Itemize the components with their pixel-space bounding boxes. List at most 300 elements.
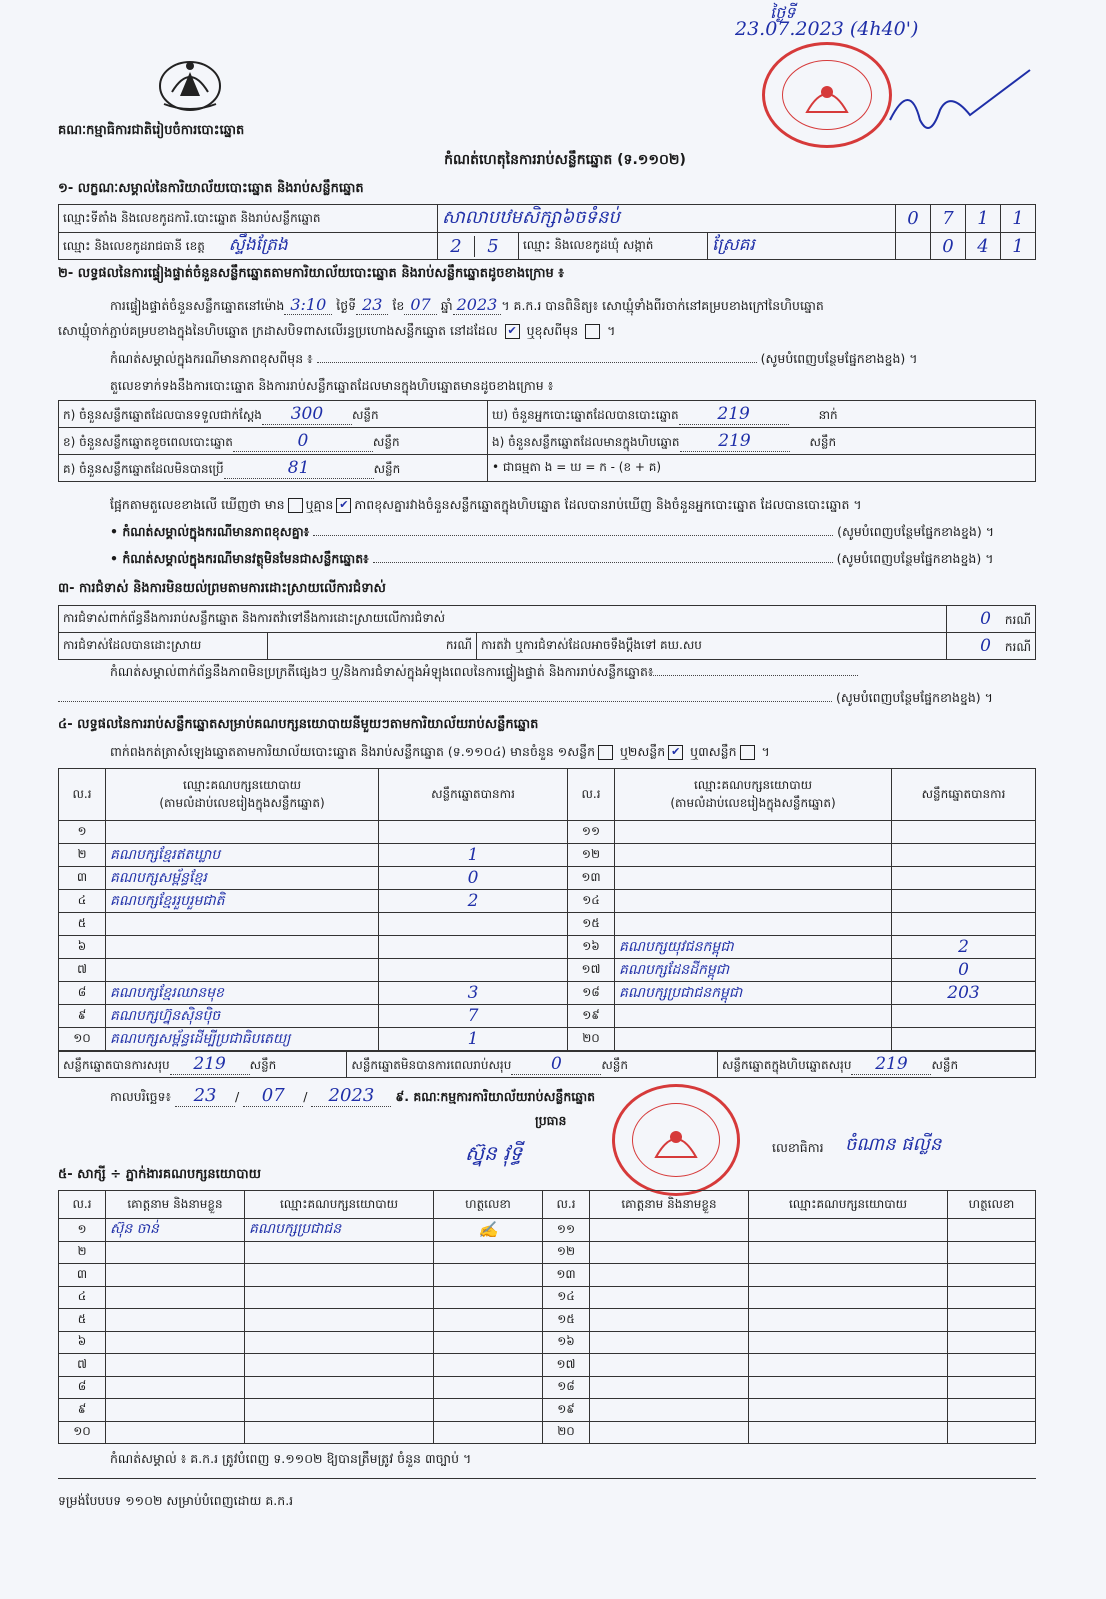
row-party-right: គណបក្សយុវជនកម្ពុជា <box>615 936 892 959</box>
witness-party-right <box>749 1264 948 1287</box>
nec-emblem-icon <box>150 52 230 114</box>
witness-sign-left <box>434 1376 543 1399</box>
row-no-left: ៤ <box>59 890 106 913</box>
witness-party-left <box>245 1264 434 1287</box>
witness-row <box>59 1309 1036 1332</box>
witness-col-sign-right: ហត្ថលេខា <box>948 1191 1036 1219</box>
figure-a-label: ក) ចំនួនសន្លឹកឆ្នោតដែលបានទទួលជាក់ស្តែង <box>63 407 262 422</box>
figure-c-label: គ) ចំនួនសន្លឹកឆ្នោតដែលមិនបានប្រើ <box>63 461 224 476</box>
section3-note-dots <box>653 675 858 676</box>
section2-line2: សោឃ្មុំចាក់ភ្ជាប់គម្របខាងក្នុងនៃហិបឆ្នោត ក្រដាសបិទពាសលើរន្ធប្រហោងសន្លឹកឆ្នោត នៅដដែល ✔ ឬខុសពីមុន ។ <box>58 323 616 338</box>
col-party-left-title: ឈ្មោះគណបក្សនយោបាយ <box>182 777 302 792</box>
witness-sign-right <box>948 1286 1036 1309</box>
witness-col-party-left: ឈ្មោះគណបក្សនយោបាយ <box>245 1191 434 1219</box>
objection-row1 <box>59 606 947 633</box>
commune-code-3: 1 <box>1001 233 1036 260</box>
location-code-2: 7 <box>931 205 966 233</box>
line2-text: សោឃ្មុំចាក់ភ្ជាប់គម្របខាងក្នុងនៃហិបឆ្នោត ក្រដាសបិទពាសលើរន្ធប្រហោងសន្លឹកឆ្នោត នៅដដែល <box>58 323 498 338</box>
witness-name-left: ស៊ុន ចាន់ <box>106 1219 245 1242</box>
figure-b-label: ខ) ចំនួនសន្លឹកឆ្នោតខូចពេលបោះឆ្នោត <box>63 434 233 449</box>
col-party-right-sub: (តាមលំដាប់លេខរៀងក្នុងសន្លឹកឆ្នោត) <box>670 795 836 810</box>
table-row <box>59 867 1036 890</box>
objection-appeal-count <box>947 633 1036 660</box>
witness-party-left <box>245 1376 434 1399</box>
witness-no-right: ១៤ <box>543 1286 590 1309</box>
row-party-left: គណបក្សខ្មែររួបរួមជាតិ <box>106 890 379 913</box>
row-votes-left: 2 <box>379 890 568 913</box>
witness-sign-right <box>948 1264 1036 1287</box>
witness-no-left: ៥ <box>59 1309 106 1332</box>
bullet1-fill: (សូមបំពេញបន្ថែមផ្នែកខាងខ្នង) ។ <box>837 524 994 539</box>
witness-name-left <box>106 1376 245 1399</box>
total-invalid <box>347 1052 718 1078</box>
row-no-left: ៨ <box>59 982 106 1005</box>
commune-label: ឈ្មោះ និងលេខកូដឃុំ សង្កាត់ <box>519 233 708 260</box>
witness-party-left <box>245 1241 434 1264</box>
committee-name: គណៈកម្មាធិការជាតិរៀបចំការបោះឆ្នោត <box>58 123 245 138</box>
table-row <box>59 890 1036 913</box>
handwritten-top-line2: 23.07.2023 (4h40') <box>735 18 919 40</box>
row-votes-right <box>892 844 1036 867</box>
figure-b-unit: សន្លឹក <box>372 434 400 449</box>
witness-sign-left <box>434 1286 543 1309</box>
col-party-right-title: ឈ្មោះគណបក្សនយោបាយ <box>693 777 813 792</box>
figure-d-label: ឃ) ចំនួនអ្នកបោះឆ្នោតដែលបានបោះឆ្នោត <box>492 407 679 422</box>
row-no-left: ៩ <box>59 1005 106 1028</box>
commune-value: ស្រែគរ <box>708 233 896 260</box>
witness-party-left <box>245 1421 434 1444</box>
figure-d-value: 219 <box>679 404 789 425</box>
witness-name-left <box>106 1331 245 1354</box>
section2-line4: តួលេខទាក់ទងនឹងការបោះឆ្នោត និងការរាប់សន្លឹកឆ្នោតដែលមានក្នុងហិបឆ្នោតមានដូចខាងក្រោម ៖ <box>110 378 554 393</box>
witness-no-left: ២ <box>59 1241 106 1264</box>
count-month: 07 <box>404 295 436 315</box>
location-value: សាលាបឋមសិក្សា៦ចទំនប់ <box>438 205 896 233</box>
row-party-right <box>615 913 892 936</box>
three-sheets-checkbox[interactable] <box>740 745 755 760</box>
row-party-left: គណបក្សខ្មែរឥតឃ្លាប <box>106 844 379 867</box>
row-no-right: ១២ <box>568 844 615 867</box>
row-votes-right <box>892 890 1036 913</box>
one-sheet-checkbox[interactable] <box>598 745 613 760</box>
row-votes-right: 203 <box>892 982 1036 1005</box>
figure-a <box>59 401 488 428</box>
row-party-left <box>106 936 379 959</box>
line1-text-e: ។ គ.ក.រ បានពិនិត្យ៖ សោឃ្មុំទាំងពីរចាក់នៅគម្របខាងក្រៅនៃហិបឆ្នោត <box>501 298 824 313</box>
section1-table <box>58 204 1036 260</box>
row-no-right: ១៦ <box>568 936 615 959</box>
witness-col-name-right: គោត្តនាម និងនាមខ្លួន <box>590 1191 749 1219</box>
line3-fill: (សូមបំពេញបន្ថែមផ្នែកខាងខ្នង) ។ <box>760 351 918 366</box>
witness-row <box>59 1354 1036 1377</box>
line5-text-a: ផ្អែកតាមតួលេខខាងលើ ឃើញថា មាន <box>110 497 285 512</box>
row-no-right: ១៨ <box>568 982 615 1005</box>
row-no-right: ១៧ <box>568 959 615 982</box>
col-votes-right: សន្លឹកឆ្នោតបានការ <box>892 769 1036 821</box>
table-row <box>59 982 1036 1005</box>
row-party-right <box>615 844 892 867</box>
party-results-table <box>58 768 1036 1051</box>
col-no-left: ល.រ <box>59 769 106 821</box>
row-party-right: គណបក្សប្រជាជនកម្ពុជា <box>615 982 892 1005</box>
witness-row <box>59 1376 1036 1399</box>
row-votes-left: 0 <box>379 867 568 890</box>
witness-col-sign-left: ហត្ថលេខា <box>434 1191 543 1219</box>
commune-code-1: 0 <box>931 233 966 260</box>
row-votes-left: 1 <box>379 1028 568 1051</box>
witness-name-right <box>590 1286 749 1309</box>
section3-note-dots2 <box>58 701 832 702</box>
figure-a-unit: សន្លឹក <box>351 407 379 422</box>
witness-name-right <box>590 1241 749 1264</box>
witness-no-left: ៦ <box>59 1331 106 1354</box>
row-no-left: ៣ <box>59 867 106 890</box>
figure-c-unit: សន្លឹក <box>373 461 401 476</box>
figure-a-value: 300 <box>262 404 352 425</box>
witness-party-left <box>245 1354 434 1377</box>
witness-sign-right <box>948 1354 1036 1377</box>
section1-heading: ១- លក្ខណៈសម្គាល់នៃការិយាល័យបោះឆ្នោត និងរាប់សន្លឹកឆ្នោត <box>58 181 364 196</box>
witness-no-left: ១ <box>59 1219 106 1242</box>
witness-party-right <box>749 1286 948 1309</box>
total-valid-label: សន្លឹកឆ្នោតបានការសរុប <box>63 1058 170 1072</box>
row-party-left: គណបក្សសម្ព័ន្ធខ្មែរ <box>106 867 379 890</box>
handwritten-top-line1: ថ្ងៃទី <box>770 3 796 22</box>
figure-formula: • ជាធម្មតា ង = ឃ = ក - (ខ + គ) <box>488 455 1036 482</box>
province-codes <box>438 233 519 260</box>
table-row <box>59 1005 1036 1028</box>
witness-no-left: ៤ <box>59 1286 106 1309</box>
witness-party-right <box>749 1219 948 1242</box>
footer-text: ទម្រង់បែបបទ ១១០២ សម្រាប់បំពេញដោយ គ.ក.រ <box>58 1493 294 1508</box>
witness-name-right <box>590 1399 749 1422</box>
section2-line1 <box>110 295 824 317</box>
row-party-right <box>615 1028 892 1051</box>
figure-e-value: 219 <box>680 431 790 452</box>
signature-top-icon <box>880 60 1040 150</box>
intro-text-c: ឬ៣សន្លឹក <box>690 744 737 759</box>
col-no-right: ល.រ <box>568 769 615 821</box>
row-no-left: ១ <box>59 821 106 844</box>
row-party-left <box>106 913 379 936</box>
intro-text-b: ឬ២សន្លឹក <box>620 744 666 759</box>
figure-c-value: 81 <box>224 458 374 479</box>
total-valid-unit: សន្លឹក <box>249 1058 277 1072</box>
witness-row <box>59 1331 1036 1354</box>
has-difference-checkbox[interactable] <box>288 498 303 513</box>
location-code-3: 1 <box>966 205 1001 233</box>
date-day: 23 <box>175 1085 235 1107</box>
no-difference-checkbox[interactable]: ✔ <box>336 498 351 513</box>
line2-text-b: ឬខុសពីមុន <box>526 323 579 338</box>
row-party-right <box>615 821 892 844</box>
objection-appeal-value: 0 <box>980 635 991 656</box>
row-party-left <box>106 821 379 844</box>
objection-row1-case: ករណី <box>1004 612 1031 627</box>
witness-row <box>59 1264 1036 1287</box>
row-votes-left: 1 <box>379 844 568 867</box>
location-label: ឈ្មោះទីតាំង និងលេខកូដការិ.បោះឆ្នោត និងរាប់សន្លឹកឆ្នោត <box>59 205 438 233</box>
row-party-left: គណបក្សខ្មែរឈានមុខ <box>106 982 379 1005</box>
witness-name-left <box>106 1421 245 1444</box>
bullet1-dots <box>313 535 833 536</box>
row-votes-left <box>379 913 568 936</box>
objection-appeal-label: ការតវ៉ា ឬការជំទាស់ដែលអាចទឹងប្ដឹងទៅ គឃ.សប <box>477 633 947 660</box>
seal-changed-checkbox[interactable] <box>585 324 600 339</box>
witness-table <box>58 1190 1036 1444</box>
witness-sign-left: ✍ <box>434 1219 543 1242</box>
witness-party-left <box>245 1399 434 1422</box>
row-votes-left <box>379 821 568 844</box>
row-no-left: ២ <box>59 844 106 867</box>
col-party-left <box>106 769 379 821</box>
section2-line5 <box>110 497 862 516</box>
col-party-left-sub: (តាមលំដាប់លេខរៀងក្នុងសន្លឹកឆ្នោត) <box>159 795 325 810</box>
section2-bullet1 <box>110 524 1036 543</box>
row-no-right: ១៣ <box>568 867 615 890</box>
province-label-text: ឈ្មោះ និងលេខកូដរាជធានី ខេត្ត <box>63 238 205 253</box>
witness-party-right <box>749 1354 948 1377</box>
figure-d <box>488 401 1036 428</box>
witness-no-right: ១៦ <box>543 1331 590 1354</box>
row-votes-left <box>379 936 568 959</box>
witness-no-right: ១៥ <box>543 1309 590 1332</box>
totals-table <box>58 1051 1036 1078</box>
row-no-left: ៥ <box>59 913 106 936</box>
form-title: កំណត់ហេតុនៃការរាប់សន្លឹកឆ្នោត (ទ.១១០២) <box>444 152 686 168</box>
witness-no-right: ១៩ <box>543 1399 590 1422</box>
location-code-1: 0 <box>896 205 931 233</box>
objection-resolved-case: ករណី <box>268 633 477 660</box>
section5-heading: ៥- សាក្សី ÷ ភ្នាក់ងារគណបក្សនយោបាយ <box>58 1167 261 1182</box>
witness-sign-left <box>434 1264 543 1287</box>
witness-row <box>59 1399 1036 1422</box>
count-year: 2023 <box>453 295 502 315</box>
witness-sign-right <box>948 1309 1036 1332</box>
witness-col-party-right: ឈ្មោះគណបក្សនយោបាយ <box>749 1191 948 1219</box>
witness-no-right: ១៧ <box>543 1354 590 1377</box>
total-valid-value: 219 <box>170 1054 250 1075</box>
date-label: កាលបរិច្ឆេទ៖ <box>110 1089 172 1104</box>
witness-party-right <box>749 1421 948 1444</box>
seal-intact-checkbox[interactable]: ✔ <box>505 324 520 339</box>
stamp-emblem-bottom-icon <box>648 1117 704 1163</box>
bullet2-dots <box>373 562 833 563</box>
row-no-left: ១០ <box>59 1028 106 1051</box>
row-votes-right <box>892 913 1036 936</box>
witness-party-left <box>245 1331 434 1354</box>
section3-note <box>110 664 858 683</box>
total-box-label: សន្លឹកឆ្នោតក្នុងហិបឆ្នោតសរុប <box>721 1058 852 1072</box>
witness-row <box>59 1241 1036 1264</box>
line1-text-d: ឆ្នាំ <box>440 298 453 313</box>
section2-heading: ២- លទ្ធផលនៃការផ្ទៀងផ្ទាត់ចំនួនសន្លឹកឆ្នោតតាមការិយាល័យបោះឆ្នោត និងរាប់សន្លឹកឆ្នោតដូចខាងក្រោម ៖ <box>58 266 564 281</box>
witness-name-left <box>106 1354 245 1377</box>
witness-no-right: ១២ <box>543 1241 590 1264</box>
col-party-right <box>615 769 892 821</box>
chair-label: ប្រធាន <box>535 1113 567 1128</box>
line3-text: កំណត់សម្គាល់ក្នុងករណីមានភាពខុសពីមុន ៖ <box>110 351 313 366</box>
row-party-left: គណបក្សសម្ព័ន្ធដើម្បីប្រជាធិបតេយ្យ <box>106 1028 379 1051</box>
date-year: 2023 <box>311 1085 391 1107</box>
footer-divider <box>58 1478 1036 1479</box>
witness-name-right <box>590 1264 749 1287</box>
witness-party-right <box>749 1376 948 1399</box>
objection-table <box>58 605 1036 660</box>
official-stamp-top <box>762 42 892 148</box>
total-valid <box>59 1052 347 1078</box>
table-row <box>59 936 1036 959</box>
count-day: 23 <box>356 295 388 315</box>
secretary-signature: ចំណាន ផល្លីន <box>845 1134 942 1155</box>
witness-sign-right <box>948 1241 1036 1264</box>
objection-appeal-case: ករណី <box>1004 639 1031 654</box>
row-no-left: ៧ <box>59 959 106 982</box>
row-party-right <box>615 890 892 913</box>
table-row <box>59 1028 1036 1051</box>
figure-e-unit: សន្លឹក <box>809 434 837 449</box>
row-party-right <box>615 1005 892 1028</box>
row-votes-left: 7 <box>379 1005 568 1028</box>
witness-name-right <box>590 1309 749 1332</box>
witness-row <box>59 1219 1036 1242</box>
witness-col-no-left: ល.រ <box>59 1191 106 1219</box>
witness-party-right <box>749 1331 948 1354</box>
figure-d-unit: នាក់ <box>818 407 838 422</box>
table-row <box>59 821 1036 844</box>
section3-note-line2 <box>58 690 1036 709</box>
bullet1-text: • កំណត់សម្គាល់ក្នុងករណីមានភាពខុសគ្នា៖ <box>110 524 310 539</box>
bullet2-text: • កំណត់សម្គាល់ក្នុងករណីមានវត្ថុមិនមែនជាសន្លឹកឆ្នោត៖ <box>110 551 369 566</box>
province-code-2: 5 <box>487 235 499 257</box>
date-month: 07 <box>243 1085 303 1107</box>
row-votes-left: 3 <box>379 982 568 1005</box>
witness-party-right <box>749 1309 948 1332</box>
witness-sign-left <box>434 1421 543 1444</box>
table-row <box>59 913 1036 936</box>
witness-col-name-left: គោត្តនាម និងនាមខ្លួន <box>106 1191 245 1219</box>
witness-sign-left <box>434 1309 543 1332</box>
witness-sign-left <box>434 1354 543 1377</box>
witness-party-left <box>245 1309 434 1332</box>
secretary-label: លេខាធិការ <box>772 1140 824 1155</box>
figure-b <box>59 428 488 455</box>
date-suffix: ៩. គណៈកម្មការការិយាល័យរាប់សន្លឹកឆ្នោត <box>395 1089 596 1104</box>
line1-text-c: ខែ <box>392 298 405 313</box>
section5-footnote: កំណត់សម្គាល់ ៖ គ.ក.រ ត្រូវបំពេញ ទ.១១០២ ឱ្យបានត្រឹមត្រូវ ចំនួន ៣ច្បាប់ ។ <box>110 1451 472 1466</box>
witness-sign-right <box>948 1376 1036 1399</box>
witness-party-right <box>749 1241 948 1264</box>
intro-text-a: ពាក់ពងកត់ត្រាសំឡេងឆ្នោតតាមការិយាល័យបោះឆ្នោត និងរាប់សន្លឹកឆ្នោត (ទ.១១០៤) មានចំនួន ១សន្លឹក <box>110 744 596 759</box>
witness-sign-left <box>434 1399 543 1422</box>
witness-name-right <box>590 1331 749 1354</box>
total-box-unit: សន្លឹក <box>931 1058 959 1072</box>
total-box <box>717 1052 1035 1078</box>
witness-no-right: ២០ <box>543 1421 590 1444</box>
witness-no-left: ៩ <box>59 1399 106 1422</box>
row-no-right: ១៩ <box>568 1005 615 1028</box>
total-invalid-unit: សន្លឹក <box>601 1058 629 1072</box>
section4-heading: ៤- លទ្ធផលនៃការរាប់សន្លឹកឆ្នោតសម្រាប់គណបក្សនយោបាយនីមួយៗតាមការិយាល័យរាប់សន្លឹកឆ្នោត <box>58 717 539 732</box>
witness-no-right: ១១ <box>543 1219 590 1242</box>
official-stamp-bottom <box>612 1084 740 1196</box>
total-invalid-value: 0 <box>511 1054 601 1075</box>
stamp-emblem-icon <box>799 72 855 118</box>
row-party-left: គណបក្សហ្វ៊ុនស៊ិនប៉ិច <box>106 1005 379 1028</box>
row-no-left: ៦ <box>59 936 106 959</box>
witness-sign-left <box>434 1241 543 1264</box>
witness-name-left <box>106 1309 245 1332</box>
figure-b-value: 0 <box>233 431 373 452</box>
total-box-value: 219 <box>851 1054 931 1075</box>
table-row <box>59 844 1036 867</box>
location-code-4: 1 <box>1001 205 1036 233</box>
section3-note-fill: (សូមបំពេញបន្ថែមផ្នែកខាងខ្នង) ។ <box>835 690 993 705</box>
witness-no-left: ១០ <box>59 1421 106 1444</box>
ballot-figures-table <box>58 400 1036 482</box>
row-party-right: គណបក្សដែនដីកម្ពុជា <box>615 959 892 982</box>
chair-signature: ស្វ៊ុន វុទ្ធី <box>465 1141 523 1165</box>
witness-sign-right <box>948 1331 1036 1354</box>
line5-text-b: ឬគ្មាន <box>305 497 334 512</box>
line1-text-a: ការផ្ទៀងផ្ទាត់ចំនួនសន្លឹកឆ្នោតនៅម៉ោង <box>110 298 285 313</box>
witness-party-left: គណបក្សប្រជាជន <box>245 1219 434 1242</box>
row-no-right: ២០ <box>568 1028 615 1051</box>
row-votes-right: 0 <box>892 959 1036 982</box>
witness-name-left <box>106 1241 245 1264</box>
objection-row1-label: ការជំទាស់ពាក់ព័ន្ធនឹងការរាប់សន្លឹកឆ្នោត និងការតវ៉ាទៅនឹងការដោះស្រាយលើការជំទាស់ <box>63 611 446 625</box>
bullet2-fill: (សូមបំពេញបន្ថែមផ្នែកខាងខ្នង) ។ <box>836 551 994 566</box>
figure-c <box>59 455 488 482</box>
line5-text-c: ភាពខុសគ្នារវាងចំនួនសន្លឹកឆ្នោតក្នុងហិបឆ្នោត ដែលបានរាប់ឃើញ និងចំនួនអ្នកបោះឆ្នោត ដែលបានបោះឆ្នោត ។ <box>354 497 862 512</box>
row-votes-right <box>892 867 1036 890</box>
witness-no-right: ១៣ <box>543 1264 590 1287</box>
witness-no-right: ១៨ <box>543 1376 590 1399</box>
witness-name-right <box>590 1354 749 1377</box>
witness-no-left: ៣ <box>59 1264 106 1287</box>
witness-row <box>59 1286 1036 1309</box>
row-party-right <box>615 867 892 890</box>
witness-sign-right <box>948 1219 1036 1242</box>
province-code-1: 2 <box>438 236 475 257</box>
witness-sign-right <box>948 1399 1036 1422</box>
witness-sign-right <box>948 1421 1036 1444</box>
witness-no-left: ៧ <box>59 1354 106 1377</box>
row-no-right: ១១ <box>568 821 615 844</box>
witness-name-left <box>106 1264 245 1287</box>
row-votes-left <box>379 959 568 982</box>
figure-e <box>488 428 1036 455</box>
row-votes-right <box>892 821 1036 844</box>
witness-name-right <box>590 1376 749 1399</box>
row-no-right: ១៥ <box>568 913 615 936</box>
witness-party-left <box>245 1286 434 1309</box>
section2-bullet2 <box>110 551 1036 570</box>
objection-resolved-label: ការជំទាស់ដែលបានដោះស្រាយ <box>59 633 268 660</box>
col-votes-left: សន្លឹកឆ្នោតបានការ <box>379 769 568 821</box>
witness-row <box>59 1421 1036 1444</box>
province-value: ស្ទឹងត្រែង <box>228 234 288 255</box>
count-time: 3:10 <box>284 295 332 315</box>
row-votes-right: 2 <box>892 936 1036 959</box>
total-invalid-label: សន្លឹកឆ្នោតមិនបានការពេលរាប់សរុប <box>351 1058 512 1072</box>
section3-note-text: កំណត់សម្គាល់ពាក់ព័ន្ធនឹងភាពមិនប្រក្រតីផ្សេងៗ ឬ/និងការជំទាស់ក្នុងអំឡុងពេលនៃការផ្ទៀងផ្ទាត់ និងការរាប់សន្លឹកឆ្នោត៖ <box>110 664 654 679</box>
two-sheets-checkbox[interactable]: ✔ <box>668 745 683 760</box>
row-party-left <box>106 959 379 982</box>
witness-party-right <box>749 1399 948 1422</box>
witness-sign-left <box>434 1331 543 1354</box>
witness-name-right <box>590 1421 749 1444</box>
